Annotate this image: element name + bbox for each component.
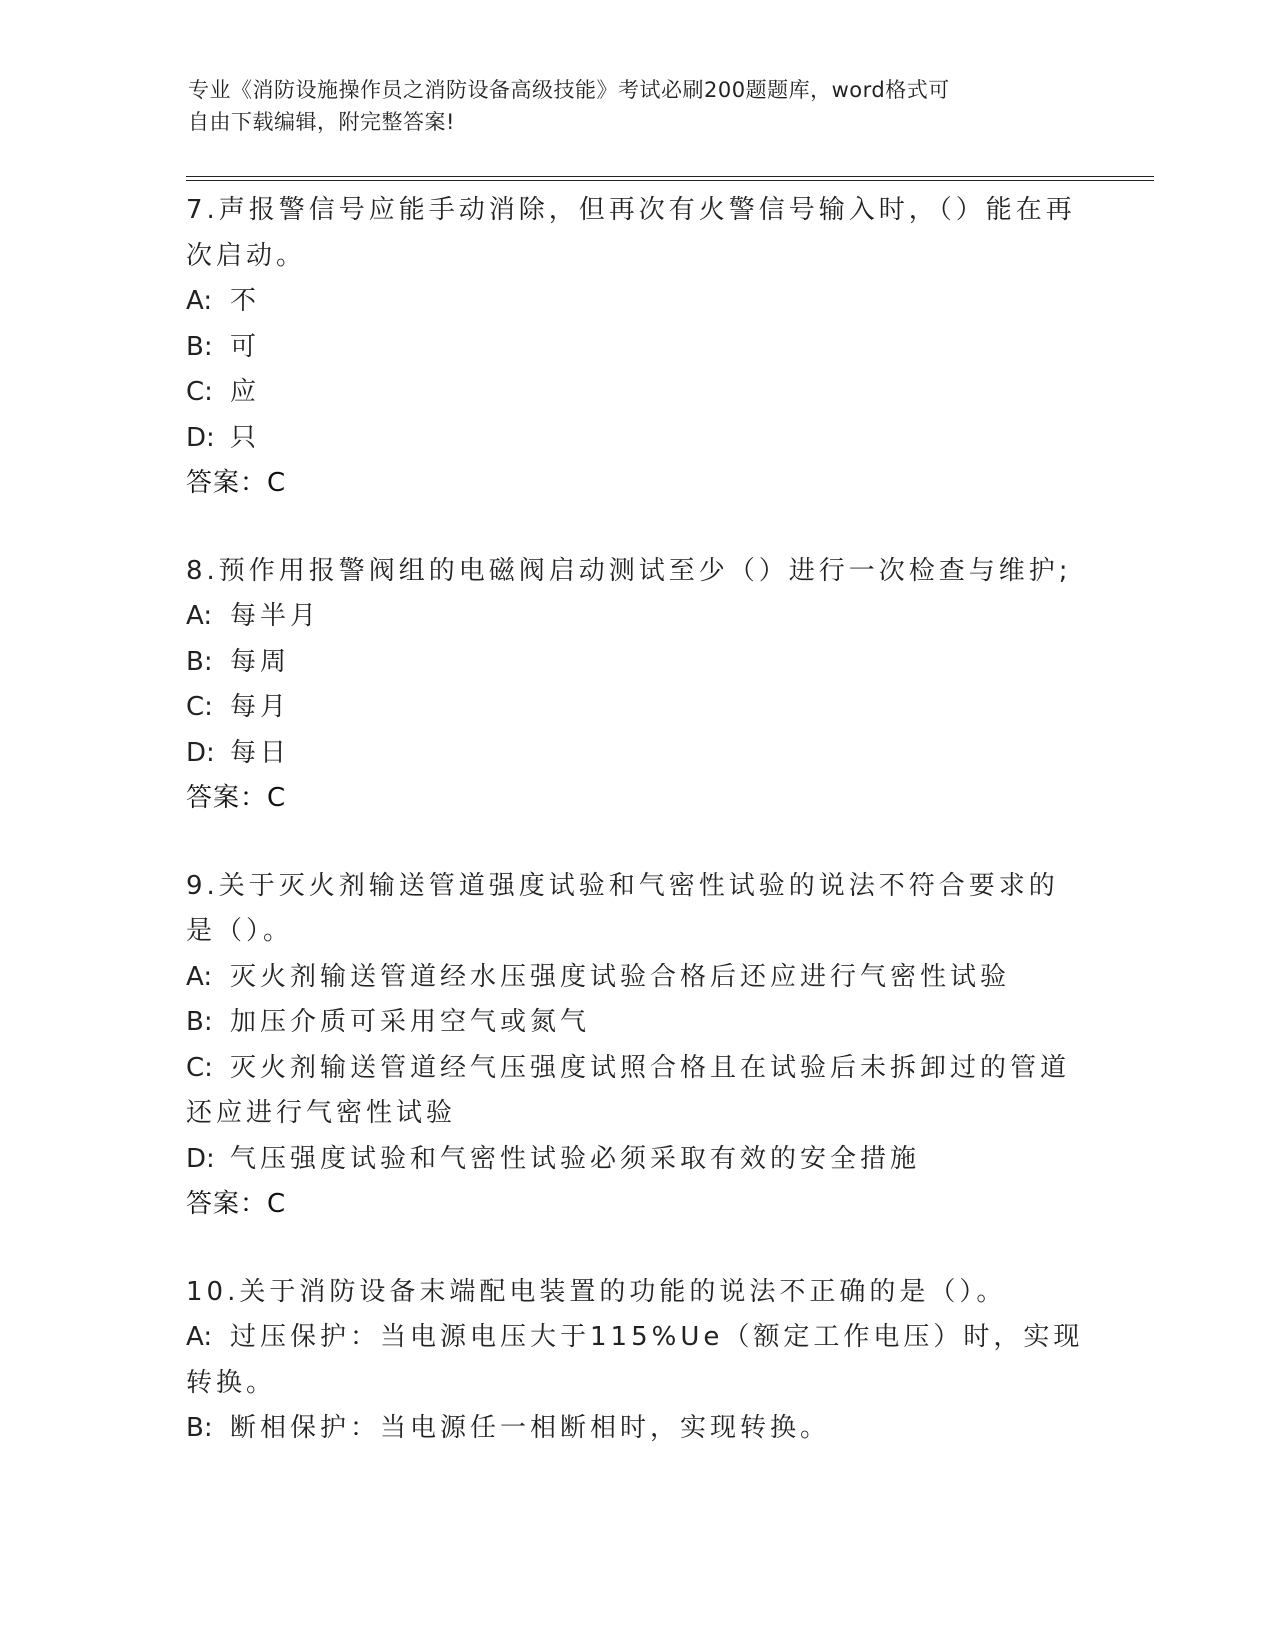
option-text: 只 bbox=[230, 422, 261, 453]
option-a bbox=[186, 594, 1086, 640]
option-text: 灭火剂输送管道经气压强度试照合格且在试验后未拆卸过的管道还应进行气密性试验 bbox=[186, 1052, 1071, 1128]
answer-line: 答案：C bbox=[186, 1189, 287, 1219]
option-text: 灭火剂输送管道经水压强度试验合格后还应进行气密性试验 bbox=[230, 961, 1011, 992]
question-text: 10.关于消防设备末端配电装置的功能的说法不正确的是（）。 bbox=[186, 1276, 1007, 1307]
option-text: 每月 bbox=[230, 692, 291, 722]
option-d bbox=[186, 416, 1086, 462]
option-b bbox=[186, 325, 1086, 371]
option-d bbox=[186, 1137, 1086, 1183]
question-8 bbox=[186, 549, 1086, 822]
option-text: 每周 bbox=[230, 646, 291, 677]
option-text: 不 bbox=[230, 286, 261, 316]
option-text: 过压保护：当电源电压大于115%Ue（额定工作电压）时，实现转换。 bbox=[186, 1322, 1084, 1398]
option-letter: B: bbox=[186, 331, 213, 362]
option-text: 应 bbox=[230, 377, 261, 407]
option-text: 加压介质可采用空气或氮气 bbox=[230, 1007, 591, 1037]
question-list bbox=[186, 188, 1086, 1494]
option-b bbox=[186, 1406, 1086, 1452]
answer-line: 答案：C bbox=[186, 783, 287, 813]
option-text: 气压强度试验和气密性试验必须采取有效的安全措施 bbox=[230, 1143, 921, 1174]
option-text: 每日 bbox=[230, 737, 291, 768]
question-9 bbox=[186, 864, 1086, 1228]
header-divider bbox=[186, 176, 1154, 181]
option-letter: D: bbox=[186, 1143, 215, 1174]
option-letter: C: bbox=[186, 692, 213, 722]
option-a bbox=[186, 1315, 1086, 1406]
option-d bbox=[186, 731, 1086, 777]
option-letter: A: bbox=[186, 961, 213, 992]
option-a bbox=[186, 279, 1086, 325]
option-text: 可 bbox=[230, 331, 261, 362]
question-text: 8.预作用报警阀组的电磁阀启动测试至少（）进行一次检查与维护; bbox=[186, 555, 1072, 586]
header-line-1: 专业《消防设施操作员之消防设备高级技能》考试必刷200题题库，word格式可 bbox=[188, 78, 950, 102]
option-letter: B: bbox=[186, 1413, 213, 1443]
option-letter: D: bbox=[186, 422, 215, 453]
question-text: 9.关于灭火剂输送管道强度试验和气密性试验的说法不符合要求的是（）。 bbox=[186, 870, 1059, 946]
header-line-2: 自由下载编辑，附完整答案! bbox=[188, 110, 455, 134]
option-c bbox=[186, 685, 1086, 731]
option-letter: A: bbox=[186, 601, 213, 631]
question-text: 7.声报警信号应能手动消除，但再次有火警信号输入时，（）能在再次启动。 bbox=[186, 195, 1076, 271]
option-text: 断相保护：当电源任一相断相时，实现转换。 bbox=[230, 1413, 831, 1443]
option-a bbox=[186, 955, 1086, 1001]
option-c bbox=[186, 370, 1086, 416]
option-b bbox=[186, 1000, 1086, 1046]
option-letter: C: bbox=[186, 377, 213, 407]
question-10 bbox=[186, 1270, 1086, 1452]
option-text: 每半月 bbox=[230, 601, 321, 631]
option-letter: A: bbox=[186, 1322, 213, 1352]
option-b bbox=[186, 640, 1086, 686]
option-letter: B: bbox=[186, 646, 213, 677]
question-7 bbox=[186, 188, 1086, 507]
option-letter: D: bbox=[186, 737, 215, 768]
option-letter: A: bbox=[186, 286, 213, 316]
option-c bbox=[186, 1046, 1086, 1137]
answer-line: 答案：C bbox=[186, 468, 287, 498]
document-header bbox=[188, 74, 1068, 138]
option-letter: B: bbox=[186, 1007, 213, 1037]
option-letter: C: bbox=[186, 1052, 213, 1083]
